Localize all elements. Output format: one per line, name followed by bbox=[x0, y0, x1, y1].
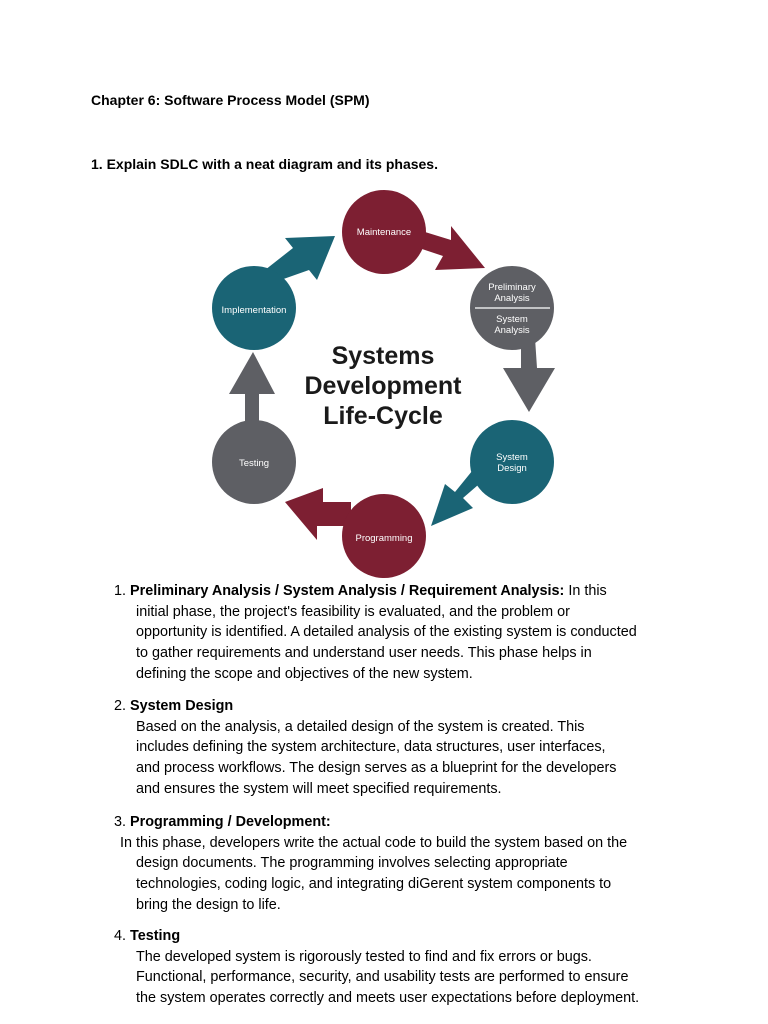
question-heading: 1. Explain SDLC with a neat diagram and its phases. bbox=[91, 156, 438, 172]
phase-item-1 bbox=[114, 581, 674, 685]
programming-label: Programming bbox=[355, 533, 413, 544]
item-line: the system operates correctly and meets user expectations before deployment. bbox=[136, 990, 640, 1007]
system-analysis-label-1: System bbox=[496, 314, 528, 325]
item-line: initial phase, the project's feasibility is evaluated, and the problem or bbox=[136, 603, 570, 620]
maintenance-label: Maintenance bbox=[356, 227, 412, 238]
item-line: and ensures the system will meet specified requirements. bbox=[136, 780, 502, 797]
item-heading: Testing bbox=[130, 928, 181, 944]
phase-item-4 bbox=[114, 926, 674, 1009]
sdlc-diagram-svg bbox=[205, 186, 565, 586]
item-line: defining the scope and objectives of the new system. bbox=[136, 665, 473, 682]
system-design-label-1: System bbox=[496, 452, 528, 463]
arrow-testing-to-implementation bbox=[229, 352, 275, 424]
preliminary-label-1: Preliminary bbox=[488, 282, 536, 293]
item-line: Functional, performance, security, and usability tests are performed to ensure bbox=[136, 969, 629, 986]
item-line: to gather requirements and understand user needs. This phase helps in bbox=[136, 645, 592, 662]
implementation-label: Implementation bbox=[221, 305, 287, 316]
center-title-line-1: Systems bbox=[331, 342, 435, 370]
item-line: technologies, coding logic, and integrating diGerent system components to bbox=[136, 876, 612, 893]
item-line: opportunity is identified. A detailed analysis of the existing system is conducted bbox=[136, 624, 637, 641]
phase-item-2 bbox=[114, 696, 674, 800]
item-line: and process workflows. The design serves as a blueprint for the developers bbox=[136, 760, 617, 777]
chapter-title: Chapter 6: Software Process Model (SPM) bbox=[91, 92, 370, 108]
item-number: 3. bbox=[114, 814, 127, 830]
item-first-text: In this bbox=[568, 583, 607, 599]
item-line: bring the design to life. bbox=[136, 896, 281, 913]
item-heading: System Design bbox=[130, 698, 234, 714]
preliminary-label-2: Analysis bbox=[494, 293, 530, 304]
arrow-programming-to-testing bbox=[285, 488, 351, 540]
item-number: 2. bbox=[114, 698, 127, 714]
item-heading: Programming / Development: bbox=[130, 814, 331, 830]
item-line: Based on the analysis, a detailed design of the system is created. This bbox=[136, 718, 585, 735]
item-number: 4. bbox=[114, 928, 127, 944]
system-analysis-label-2: Analysis bbox=[494, 325, 530, 336]
item-first-line: In this phase, developers write the actual code to build the system based on the bbox=[120, 834, 628, 851]
system-design-label-2: Design bbox=[497, 463, 527, 474]
arrow-maintenance-to-analysis bbox=[419, 226, 485, 270]
item-line: design documents. The programming involves selecting appropriate bbox=[136, 855, 568, 872]
phase-item-3 bbox=[114, 812, 674, 916]
sdlc-diagram bbox=[205, 186, 565, 586]
item-number: 1. bbox=[114, 583, 127, 599]
testing-label: Testing bbox=[238, 458, 270, 469]
item-line: includes defining the system architecture, data structures, user interfaces, bbox=[136, 739, 606, 756]
center-title-line-2: Development bbox=[304, 372, 462, 400]
item-line: The developed system is rigorously tested to find and fix errors or bugs. bbox=[136, 948, 592, 965]
center-title-line-3: Life-Cycle bbox=[323, 402, 443, 430]
item-heading: Preliminary Analysis / System Analysis / Requirement Analysis: bbox=[130, 583, 565, 599]
